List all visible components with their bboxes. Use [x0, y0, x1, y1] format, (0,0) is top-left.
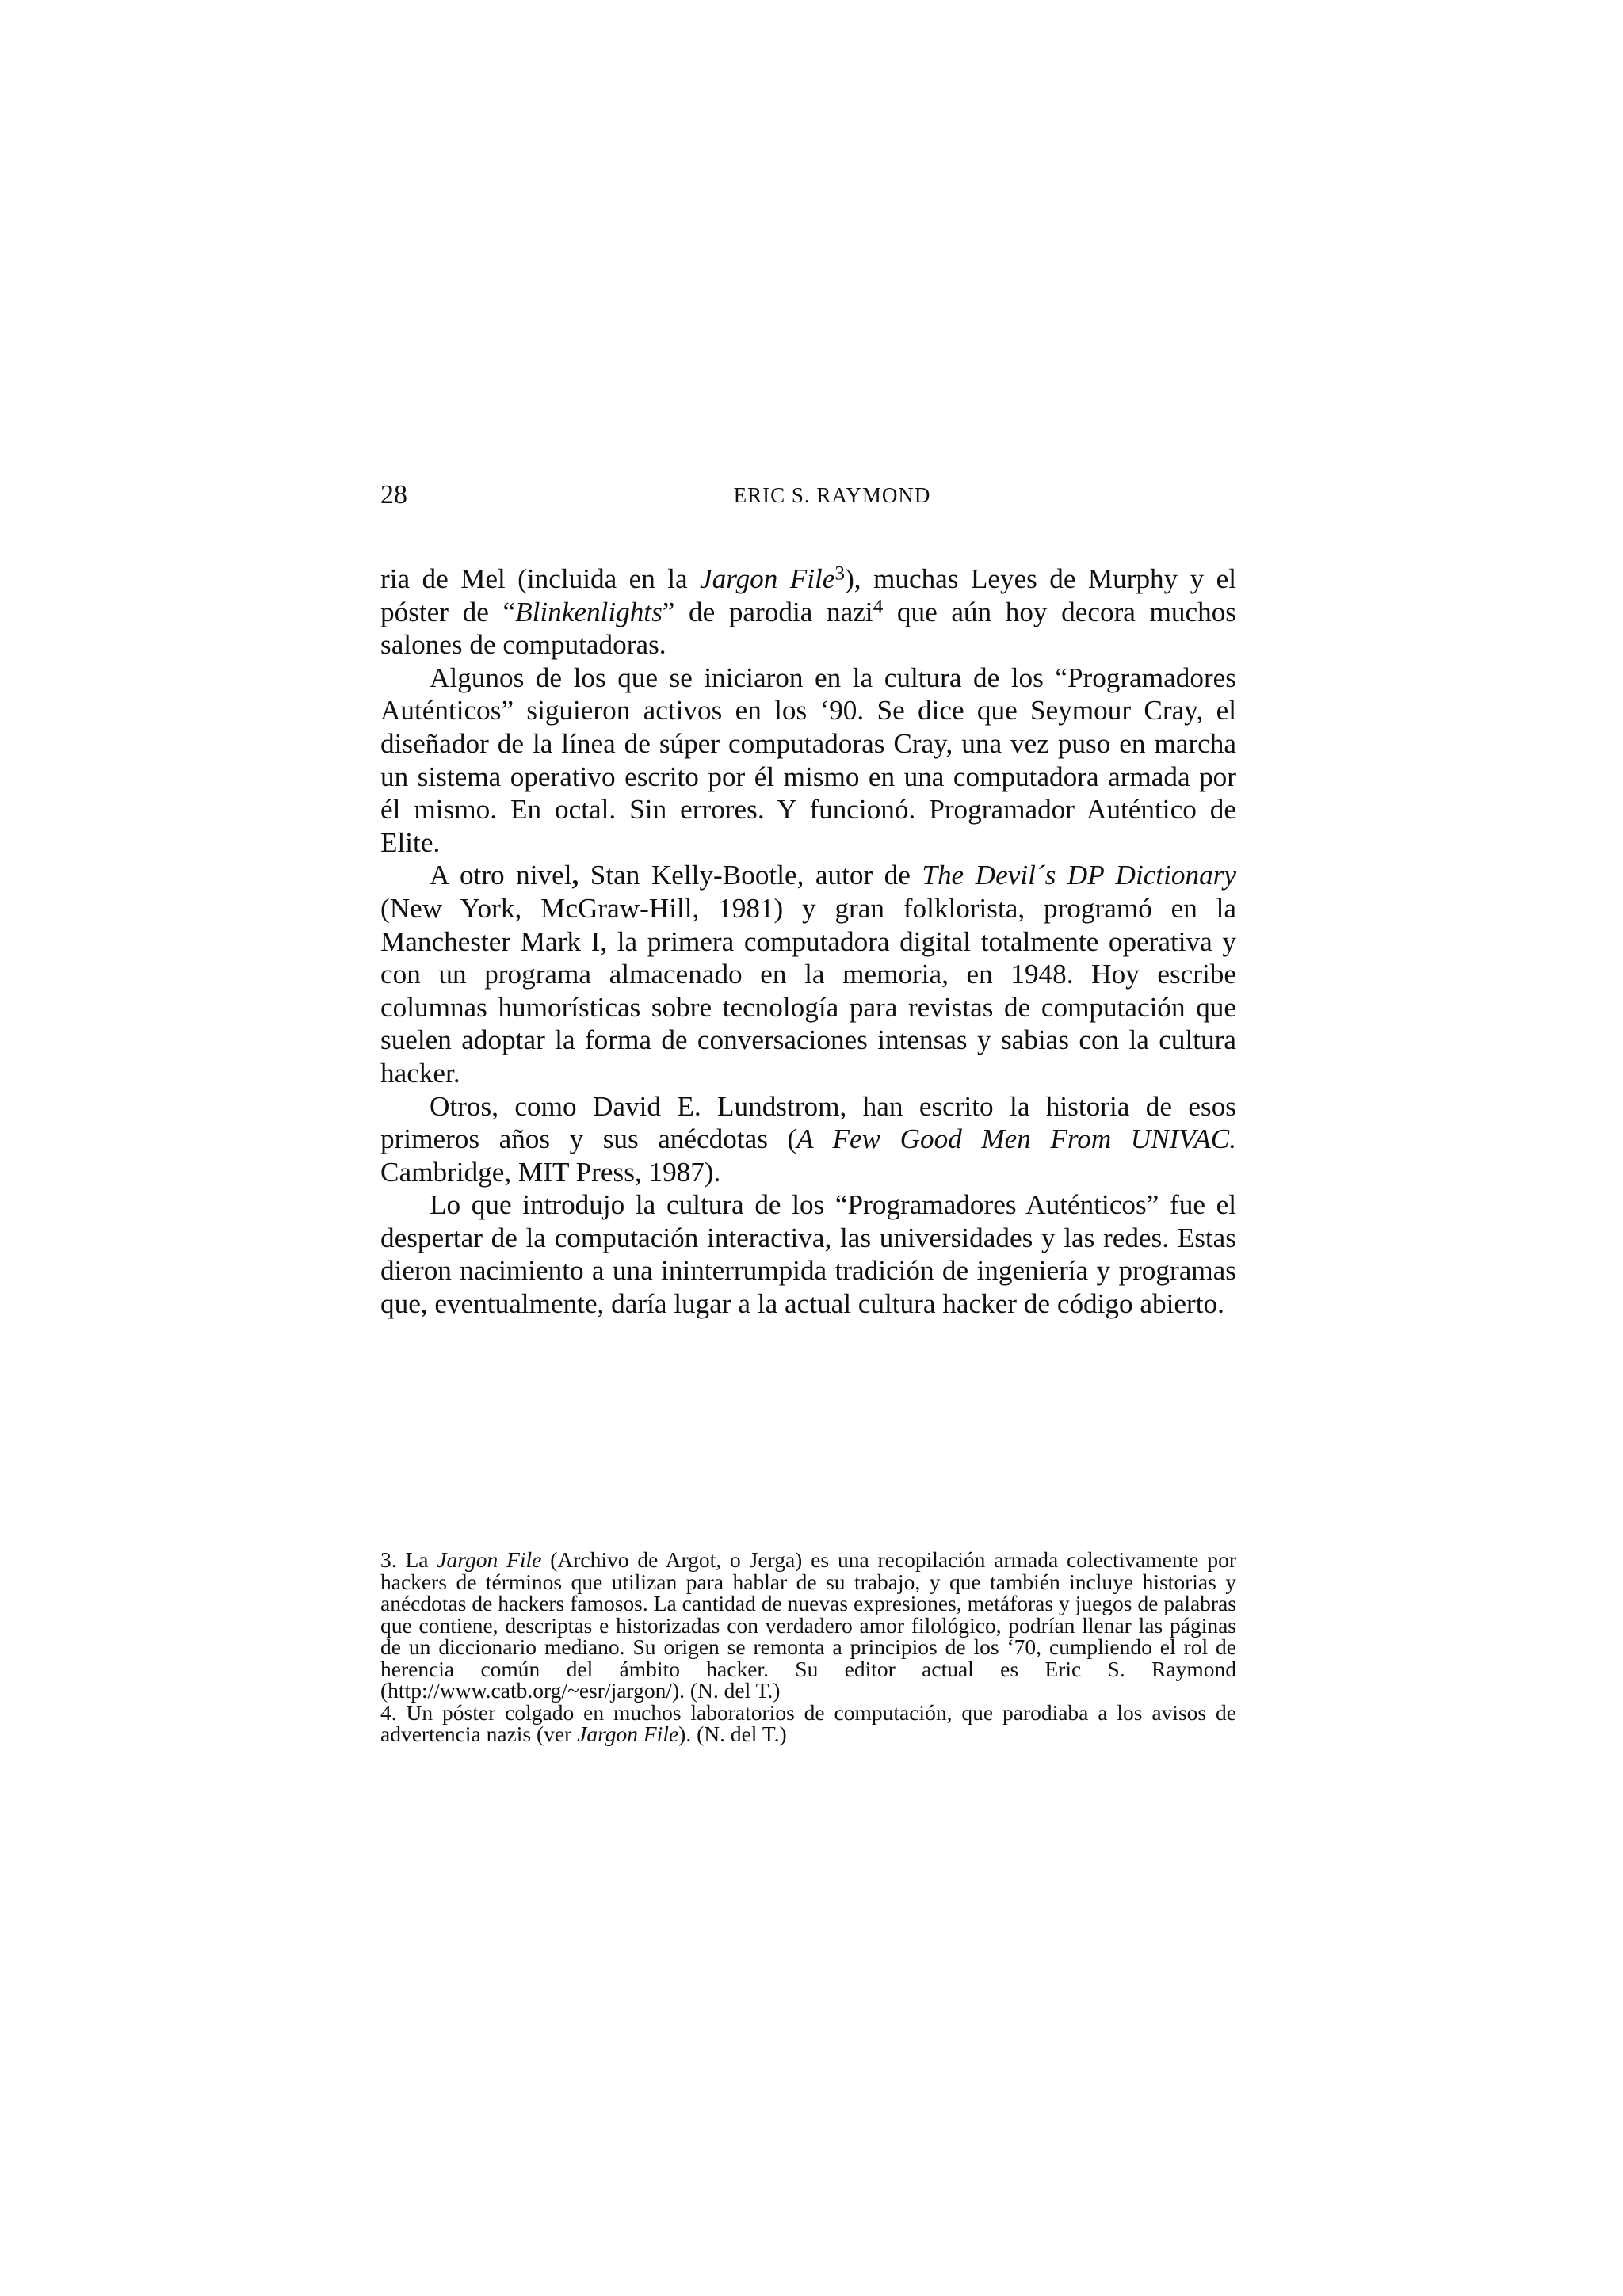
body-text — [380, 563, 1236, 1321]
text-run: que aún hoy decora muchos salones de computadoras. — [380, 596, 1236, 661]
text-run: ), muchas Leyes de Murphy y el póster de “ — [380, 563, 1236, 627]
footnote-ref-4: 4 — [873, 594, 884, 617]
paragraph-2: Algunos de los que se iniciaron en la cultura de los “Programadores Auténticos” siguieron activos en los ‘90. Se dice que Seymour Cray, el diseñador de la línea de súper computadoras Cray, una vez puso en marcha un sistema operativo escrito por él mismo en una computadora armada por él mismo. En octal. Sin errores. Y funcionó. Programador Auténtico de Elite. — [380, 662, 1236, 858]
text-run: 4. Un póster colgado en muchos laboratorios de computación, que parodiaba a los avisos de advertencia nazis (ver — [380, 1699, 1236, 1746]
footnote-4 — [380, 1699, 1236, 1746]
title-jargon-file: Jargon File — [437, 1547, 542, 1572]
text-run: ” de parodia nazi — [662, 596, 873, 627]
footnote-ref-3: 3 — [834, 562, 846, 585]
bold-comma: , — [571, 860, 579, 891]
paragraph-1 — [380, 563, 1236, 662]
title-jargon-file: Jargon File — [577, 1722, 679, 1746]
paragraph-5: Lo que introdujo la cultura de los “Programadores Auténticos” fue el despertar de la computación interactiva, las universidades y las redes. Estas dieron nacimiento a una ininterrumpida tradición de ingeniería y programas que, eventualmente, daría lugar a la actual cultura hacker de código abierto. — [380, 1189, 1236, 1320]
paragraph-4 — [380, 1090, 1236, 1189]
text-run: (Archivo de Argot, o Jerga) es una recopilación armada colectivamente por hackers de términos que utilizan para hablar de su trabajo, y que también incluye historias y anécdotas de hackers famosos. La cantidad de nuevas expresiones, metáforas y juegos de palabras que contiene, descriptas e historizadas con verdadero amor filológico, podrían llenar las páginas de un diccionario mediano. Su origen se remonta a principios de los ‘70, cumpliendo el rol de herencia común del ámbito hacker. Su editor actual es Eric S. Raymond (http://www.catb.org/~esr/jargon/). (N. del T.) — [380, 1547, 1236, 1703]
footnote-3 — [380, 1549, 1236, 1702]
term-blinkenlights: Blinkenlights — [515, 596, 663, 627]
running-head: ERIC S. RAYMOND — [733, 483, 931, 507]
page-number: 28 — [380, 480, 407, 509]
text-run: ). (N. del T.) — [678, 1722, 787, 1746]
text-run: Otros, como David E. Lundstrom, han escrito la historia de esos primeros años y sus anécdotas ( — [380, 1090, 1236, 1155]
title-jargon-file: Jargon File — [699, 563, 835, 594]
text-run: ria de Mel (incluida en la — [380, 563, 700, 594]
title-few-good-men: A Few Good Men From UNIVAC. — [796, 1123, 1236, 1155]
footnotes — [380, 1549, 1236, 1745]
paragraph-3 — [380, 859, 1236, 1089]
text-run: (New York, McGraw-Hill, 1981) y gran folklorista, programó en la Manchester Mark I, la primera computadora digital totalmente operativa y con un programa almacenado en la memoria, en 1948. Hoy escribe columnas humorísticas sobre tecnología para revistas de computación que suelen adoptar la forma de conversaciones intensas y sabias con la cultura hacker. — [380, 892, 1236, 1089]
page-header — [380, 475, 1236, 515]
text-run: Cambridge, MIT Press, 1987). — [380, 1156, 721, 1188]
text-run: A otro nivel — [430, 860, 572, 891]
text-run: 3. La — [380, 1547, 437, 1572]
title-devils-dp-dictionary: The Devil´s DP Dictionary — [922, 860, 1236, 891]
text-run: Stan Kelly-Bootle, autor de — [579, 860, 922, 891]
